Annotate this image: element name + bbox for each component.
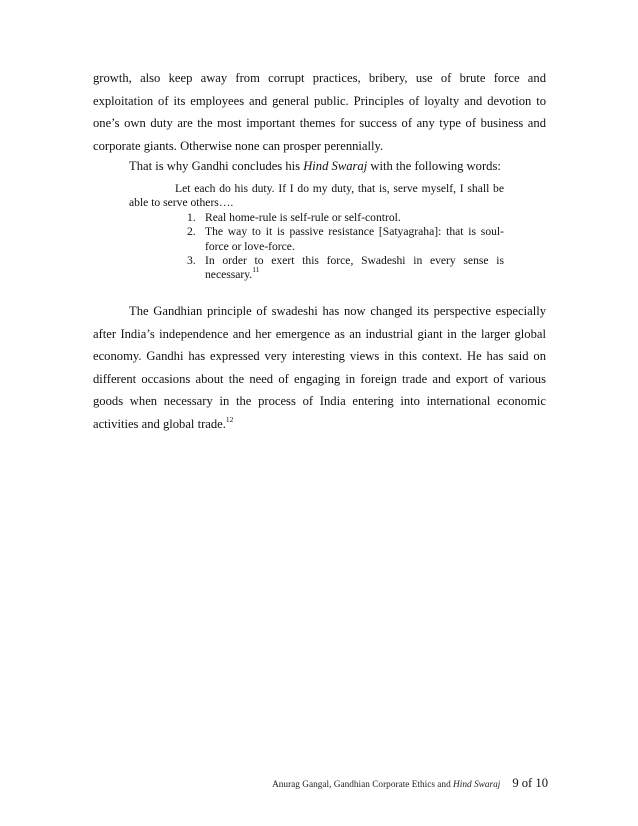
quote-lead: Let each do his duty. If I do my duty, that is, serve myself, I shall be able to serve others….: [129, 182, 504, 210]
intro-sentence: [129, 157, 501, 175]
footnote-ref-11[interactable]: 11: [252, 265, 260, 275]
hind-swaraj-title: Hind Swaraj: [303, 159, 368, 173]
paragraph-growth-text: growth, also keep away from corrupt practices, bribery, use of brute force and exploitation of its employees and general public. Principles of loyalty and devotion to one’s own duty are the most important themes for success of any type of business and corporate giants. Otherwise none can prosper perennially.: [93, 71, 546, 153]
quote-item-number: 2.: [187, 225, 196, 239]
paragraph-growth: [93, 67, 546, 157]
paragraph-swadeshi-text: The Gandhian principle of swadeshi has now changed its perspective especially after India’s independence and her emergence as an industrial giant in the larger global economy. Gandhi has expressed very interesting views in this context. He has said on different occasions about the need of engaging in foreign trade and export of various goods when necessary in the process of India entering into international economic activities and global trade.: [93, 304, 546, 431]
quote-item-text: Real home-rule is self-rule or self-control.: [205, 210, 401, 224]
quote-item-3: [129, 254, 504, 283]
page-number: 9 of 10: [512, 776, 548, 790]
footer-author-title: Anurag Gangal, Gandhian Corporate Ethics and: [272, 780, 454, 790]
page-footer: [272, 776, 548, 791]
footer-book-title: Hind Swaraj: [453, 780, 501, 790]
paragraph-swadeshi: [93, 300, 546, 436]
intro-text-before: That is why Gandhi concludes his: [129, 159, 304, 173]
footnote-ref-12[interactable]: 12: [225, 414, 234, 424]
quote-list: [129, 211, 504, 283]
quote-item-1: [129, 211, 504, 225]
quote-item-text: In order to exert this force, Swadeshi in every sense is necessary.: [205, 254, 504, 282]
footer-citation: [272, 780, 500, 790]
quote-item-number: 1.: [187, 210, 196, 224]
quote-item-text: The way to it is passive resistance [Satyagraha]: that is soul-force or love-force.: [205, 225, 504, 253]
quote-item-2: [129, 225, 504, 254]
quote-item-number: 3.: [187, 254, 196, 268]
gandhi-quote-block: [129, 182, 504, 283]
intro-text-after: with the following words:: [367, 159, 501, 173]
